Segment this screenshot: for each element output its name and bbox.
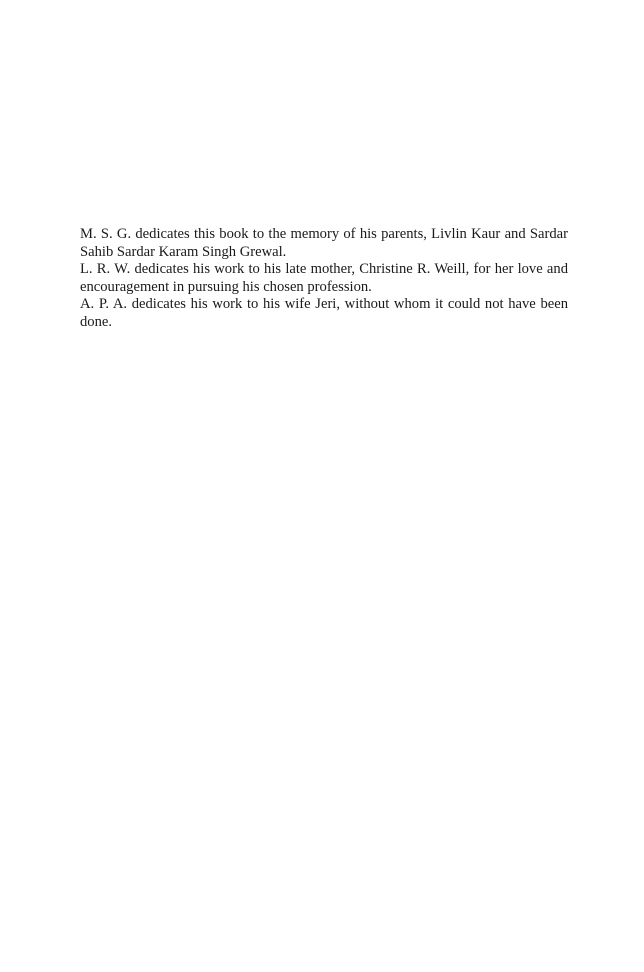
dedication-block — [80, 226, 568, 331]
dedication-lrw: L. R. W. dedicates his work to his late mother, Christine R. Weill, for her love and encouragement in pursuing his chosen profession. — [80, 261, 568, 295]
dedication-apa: A. P. A. dedicates his work to his wife Jeri, without whom it could not have been done. — [80, 296, 568, 330]
dedication-msg: M. S. G. dedicates this book to the memory of his parents, Livlin Kaur and Sardar Sahib Sardar Karam Singh Grewal. — [80, 226, 568, 260]
